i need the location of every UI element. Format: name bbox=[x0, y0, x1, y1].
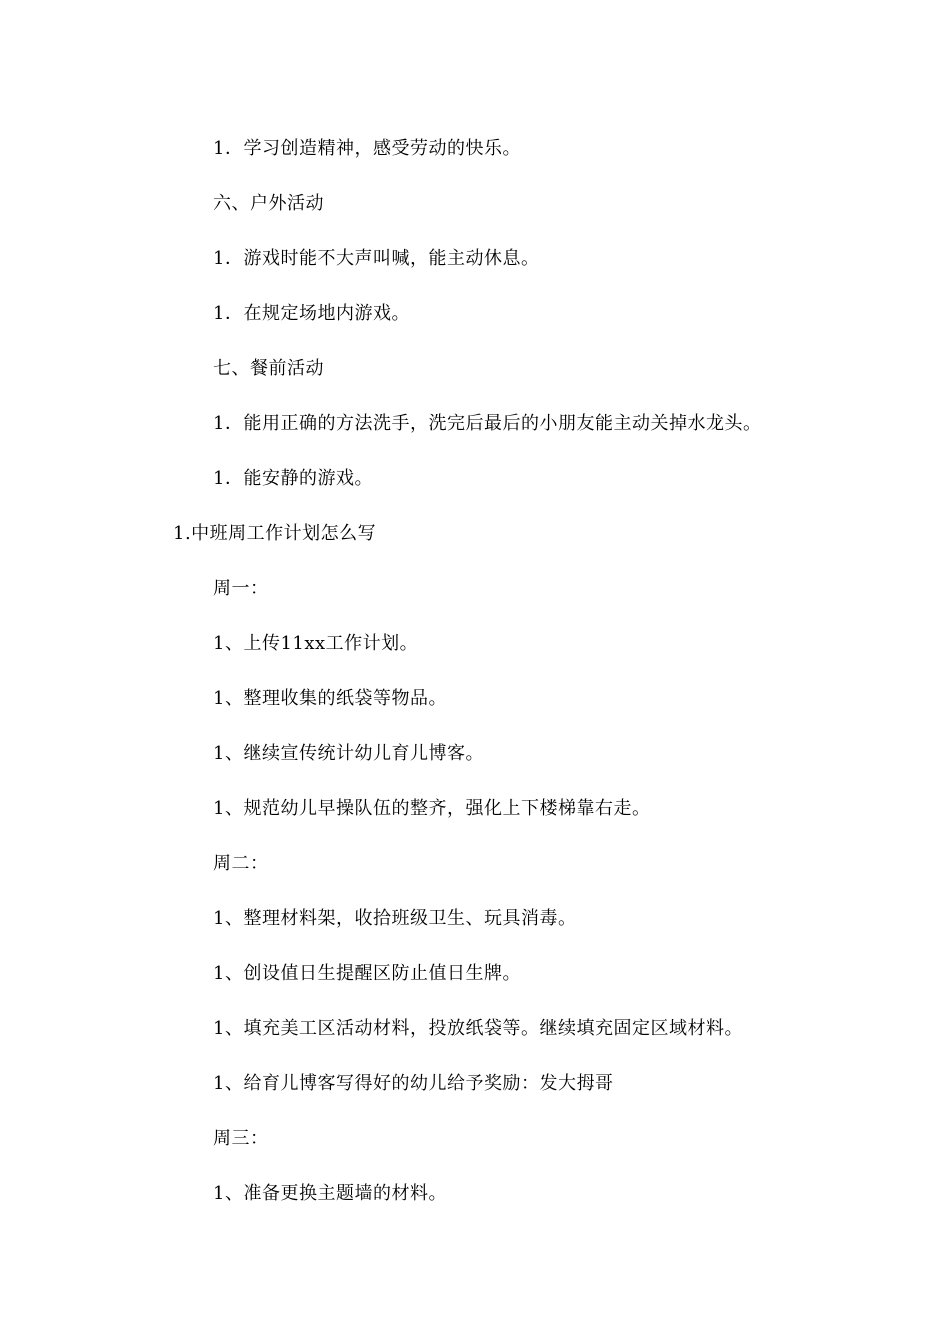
list-item: 1、上传11xx工作计划。 bbox=[213, 633, 419, 654]
list-item: 1．学习创造精神，感受劳动的快乐。 bbox=[213, 138, 521, 159]
day-heading: 周一： bbox=[213, 578, 269, 599]
list-item: 1．在规定场地内游戏。 bbox=[213, 303, 410, 324]
list-item: 1．能用正确的方法洗手，洗完后最后的小朋友能主动关掉水龙头。 bbox=[213, 413, 762, 434]
section-heading: 七、餐前活动 bbox=[213, 358, 324, 379]
article-heading: 1.中班周工作计划怎么写 bbox=[173, 523, 377, 544]
day-heading: 周二： bbox=[213, 853, 269, 874]
section-heading: 六、户外活动 bbox=[213, 193, 324, 214]
list-item: 1、创设值日生提醒区防止值日生牌。 bbox=[213, 963, 521, 984]
list-item: 1、准备更换主题墙的材料。 bbox=[213, 1183, 447, 1204]
list-item: 1、填充美工区活动材料，投放纸袋等。继续填充固定区域材料。 bbox=[213, 1018, 743, 1039]
list-item: 1、继续宣传统计幼儿育儿博客。 bbox=[213, 743, 484, 764]
list-item: 1、整理收集的纸袋等物品。 bbox=[213, 688, 447, 709]
list-item: 1．能安静的游戏。 bbox=[213, 468, 373, 489]
day-heading: 周三： bbox=[213, 1128, 269, 1149]
list-item: 1、给育儿博客写得好的幼儿给予奖励：发大拇哥 bbox=[213, 1073, 614, 1094]
list-item: 1．游戏时能不大声叫喊，能主动休息。 bbox=[213, 248, 540, 269]
list-item: 1、规范幼儿早操队伍的整齐，强化上下楼梯靠右走。 bbox=[213, 798, 651, 819]
list-item: 1、整理材料架，收拾班级卫生、玩具消毒。 bbox=[213, 908, 577, 929]
